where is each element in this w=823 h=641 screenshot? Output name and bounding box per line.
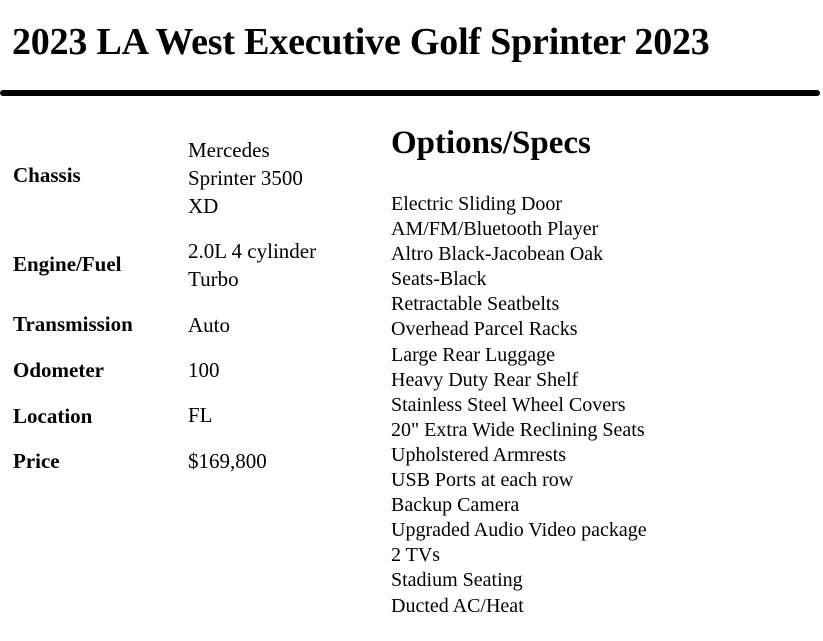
options-item: 2 TVs (391, 544, 441, 567)
options-item: Stainless Steel Wheel Covers (391, 393, 626, 416)
options-item: Stadium Seating (391, 569, 523, 592)
spec-value-transmission: Auto (188, 313, 230, 337)
spec-value-engine-fuel: 2.0L 4 cylinder Turbo (188, 239, 317, 291)
options-item: Electric Sliding Door (391, 193, 563, 215)
spec-label-price: Price (13, 449, 60, 473)
spec-value-price: $169,800 (188, 449, 267, 473)
options-item: Ducted AC/Heat (391, 594, 524, 617)
page-title: 2023 LA West Executive Golf Sprinter 2023 (12, 21, 710, 63)
options-item: Upholstered Armrests (391, 443, 566, 466)
options-item: AM/FM/Bluetooth Player (391, 218, 599, 241)
options-list (391, 192, 647, 619)
options-title: Options/Specs (391, 125, 591, 161)
spec-label-chassis: Chassis (13, 163, 81, 187)
spec-table (13, 0, 383, 641)
spec-label-odometer: Odometer (13, 358, 104, 382)
options-item: 20" Extra Wide Reclining Seats (391, 418, 645, 441)
options-item: Seats-Black (391, 268, 487, 291)
options-item: Backup Camera (391, 494, 520, 517)
options-item: Upgraded Audio Video package (391, 519, 647, 542)
options-item: Heavy Duty Rear Shelf (391, 368, 579, 391)
spec-label-engine-fuel: Engine/Fuel (13, 252, 122, 276)
spec-value-chassis: Mercedes Sprinter 3500 XD (188, 138, 303, 218)
spec-label-location: Location (13, 404, 93, 428)
options-item: USB Ports at each row (391, 469, 574, 492)
options-item: Altro Black-Jacobean Oak (391, 243, 604, 266)
spec-value-odometer: 100 (188, 358, 220, 382)
spec-label-transmission: Transmission (13, 312, 133, 336)
options-item: Overhead Parcel Racks (391, 318, 578, 341)
spec-value-location: FL (188, 403, 213, 427)
options-item: Large Rear Luggage (391, 343, 555, 366)
options-item: Retractable Seatbelts (391, 293, 560, 316)
